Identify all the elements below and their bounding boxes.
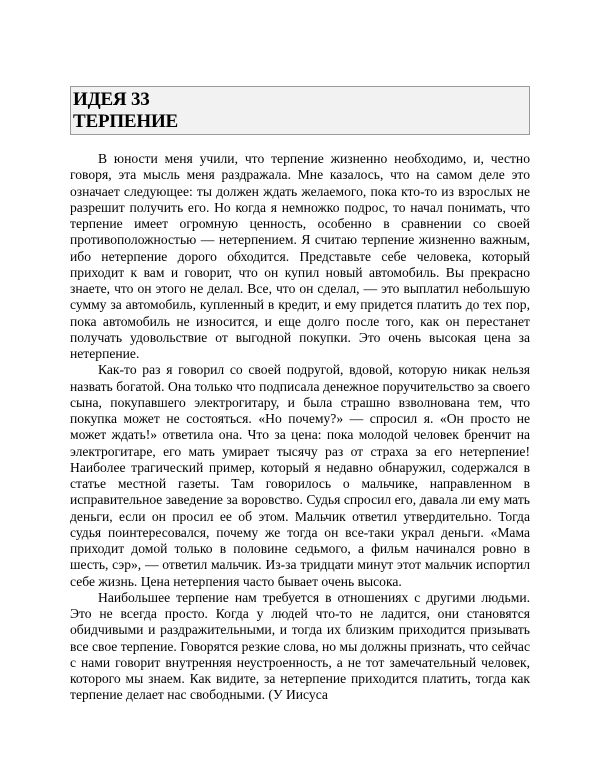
page-content [70, 86, 530, 704]
paragraph-1: В юности меня учили, что терпение жизненно необходимо, и, честно говоря, эта мысль меня раздражала. Мне казалось, что на самом деле это означает следующее: ты должен ждать желаемого, пока кто-то из взрослых не разрешит получить его. Но когда я немножко подрос, то начал понимать, что терпение имеет огромную ценность, особенно в сравнении со своей противоположностью — нетерпением. Я считаю терпение жизненно важным, ибо нетерпение дорого обходится. Представьте себе человека, который приходит к вам и говорит, что он купил новый автомобиль. Вы прекрасно знаете, что он этого не делал. Все, что он сделал, — это выплатил небольшую сумму за автомобиль, купленный в кредит, и ему придется платить до тех пор, пока автомобиль не износится, и еще долго после того, как он перестанет получать удовольствие от выгодной покупки. Это очень высокая цена за нетерпение. [70, 151, 530, 361]
paragraph-3: Наибольшее терпение нам требуется в отношениях с другими людьми. Это не всегда просто. Когда у людей что-то не ладится, они становятся обидчивыми и раздражительными, и тогда их близким приходится призывать все свое терпение. Говорятся резкие слова, но мы должны признать, что сейчас с нами говорит внутренняя неустроенность, а не тот замечательный человек, которого мы знаем. Как видите, за нетерпение приходится платить, тогда как терпение делает нас свободными. (У Иисуса [70, 589, 530, 703]
chapter-number: ИДЕЯ 33 [73, 89, 150, 110]
paragraph-2: Как-то раз я говорил со своей подругой, вдовой, которую никак нельзя назвать богатой. Она только что подписала денежное поручительство за своего сына, покупавшего электрогитару, и была страшно взволнована тем, что покупка может не состояться. «Но почему?» — спросил я. «Он просто не может ждать!» ответила она. Что за цена: пока молодой человек бренчит на электрогитаре, его мать умирает тысячу раз от страха за его нетерпение! Наиболее трагический пример, который я недавно обнаружил, содержался в статье местной газеты. Там говорилось о мальчике, направленном в исправительное заведение за воровство. Судья спросил его, давала ли ему мать деньги, если он просил ее об этом. Мальчик ответил утвердительно. Тогда судья поинтересовался, почему же тогда он все-таки украл деньги. «Мама приходит домой только в половине седьмого, а фильм начинался ровно в шесть, сэр», — ответил мальчик. Из-за тридцати минут этот мальчик испортил себе жизнь. Цена нетерпения часто бывает очень высока. [70, 362, 530, 589]
chapter-title: ТЕРПЕНИЕ [73, 111, 179, 132]
chapter-body [70, 151, 530, 704]
chapter-heading-box [70, 86, 530, 135]
